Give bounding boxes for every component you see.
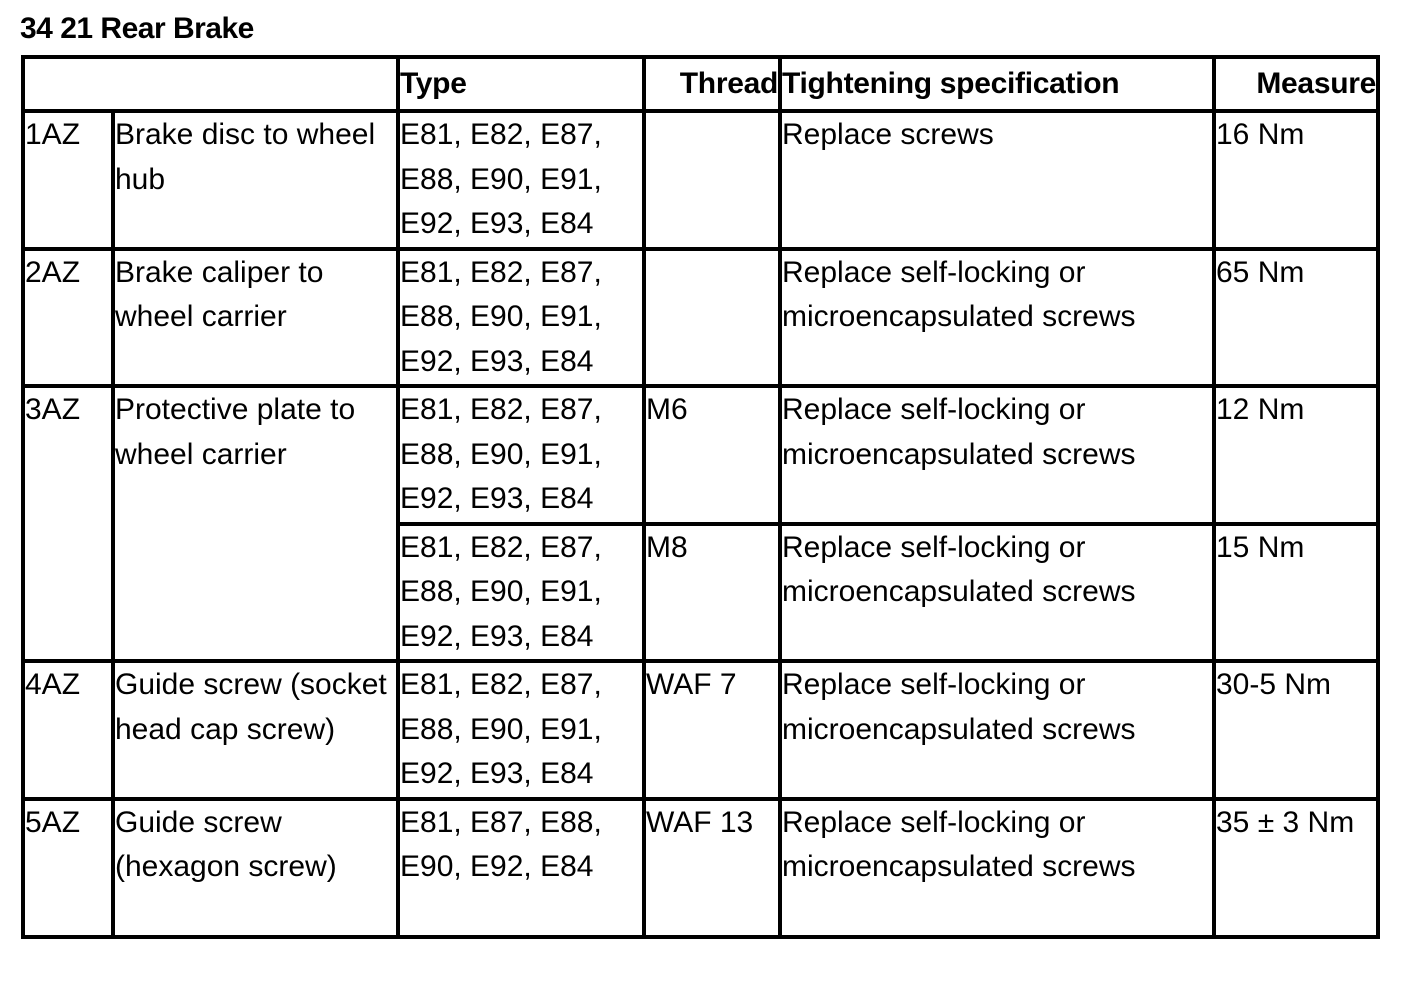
row-vehicle-types: E81, E82, E87, E88, E90, E91, E92, E93, E84 [398, 524, 644, 662]
row-code: 1AZ [23, 111, 113, 249]
table-row [23, 799, 1378, 937]
table-row [23, 661, 1378, 799]
row-vehicle-types: E81, E87, E88, E90, E92, E84 [398, 799, 644, 937]
row-component-name: Protective plate to wheel carrier [113, 386, 398, 661]
row-component-name: Guide screw (socket head cap screw) [113, 661, 398, 799]
row-code: 2AZ [23, 249, 113, 387]
row-tightening-specification: Replace screws [780, 111, 1214, 249]
header-type: Type [398, 57, 644, 111]
row-vehicle-types: E81, E82, E87, E88, E90, E91, E92, E93, E84 [398, 249, 644, 387]
row-tightening-specification: Replace self-locking or microencapsulated screws [780, 661, 1214, 799]
header-component [23, 57, 398, 111]
header-tightening-specification: Tightening specification [780, 57, 1214, 111]
row-code: 5AZ [23, 799, 113, 937]
row-thread [644, 111, 780, 249]
table-row [23, 249, 1378, 387]
row-code: 4AZ [23, 661, 113, 799]
page-title: 34 21 Rear Brake [20, 12, 254, 45]
row-measure: 65 Nm [1214, 249, 1378, 387]
table-header-row [23, 57, 1378, 111]
row-vehicle-types: E81, E82, E87, E88, E90, E91, E92, E93, E84 [398, 386, 644, 524]
row-component-name: Guide screw (hexagon screw) [113, 799, 398, 937]
row-component-name: Brake caliper to wheel carrier [113, 249, 398, 387]
row-measure: 35 ± 3 Nm [1214, 799, 1378, 937]
row-thread: WAF 13 [644, 799, 780, 937]
row-thread [644, 249, 780, 387]
row-measure: 12 Nm [1214, 386, 1378, 524]
row-component-name: Brake disc to wheel hub [113, 111, 398, 249]
torque-spec-table [21, 55, 1380, 939]
row-measure: 30-5 Nm [1214, 661, 1378, 799]
row-tightening-specification: Replace self-locking or microencapsulated screws [780, 386, 1214, 524]
row-vehicle-types: E81, E82, E87, E88, E90, E91, E92, E93, E84 [398, 111, 644, 249]
row-thread: M8 [644, 524, 780, 662]
row-thread: M6 [644, 386, 780, 524]
row-code: 3AZ [23, 386, 113, 661]
row-vehicle-types: E81, E82, E87, E88, E90, E91, E92, E93, E84 [398, 661, 644, 799]
table-row [23, 386, 1378, 524]
row-tightening-specification: Replace self-locking or microencapsulated screws [780, 524, 1214, 662]
row-measure: 15 Nm [1214, 524, 1378, 662]
table-row [23, 111, 1378, 249]
header-measure: Measure [1214, 57, 1378, 111]
row-tightening-specification: Replace self-locking or microencapsulated screws [780, 249, 1214, 387]
header-thread: Thread [644, 57, 780, 111]
row-tightening-specification: Replace self-locking or microencapsulated screws [780, 799, 1214, 937]
row-measure: 16 Nm [1214, 111, 1378, 249]
row-thread: WAF 7 [644, 661, 780, 799]
